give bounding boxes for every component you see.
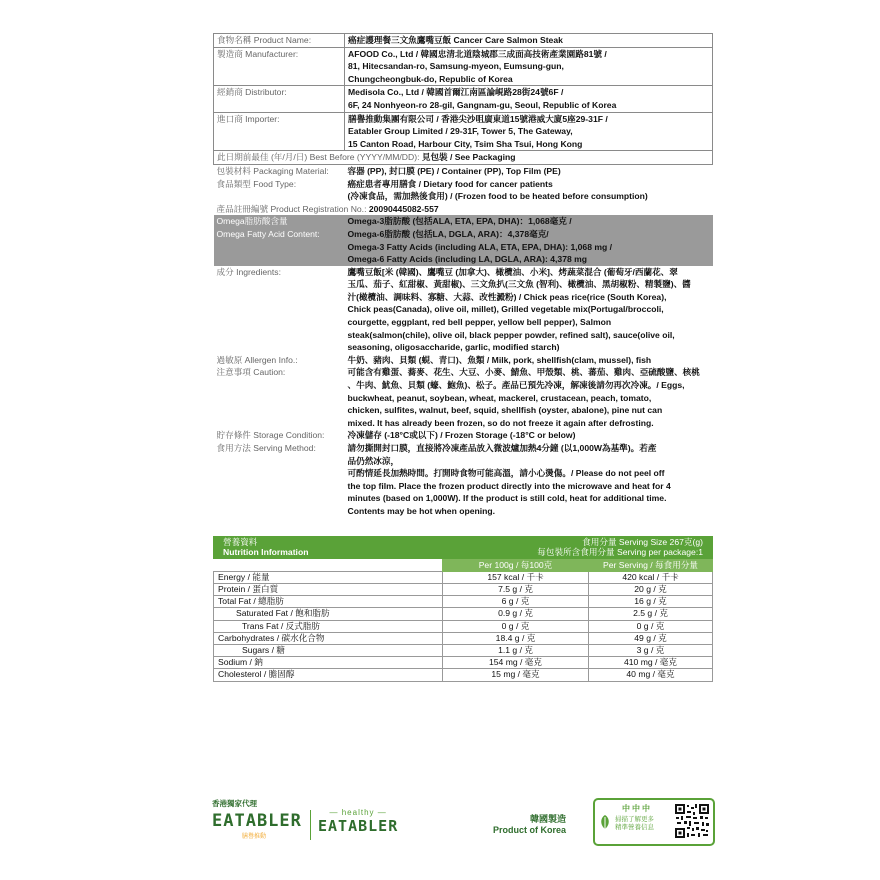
value-importer (345, 112, 713, 151)
distributor-line: 6F, 24 Nonhyeon-ro 28-gil, Gangnam-gu, Seoul, Republic of Korea (348, 99, 617, 110)
omega-line: Omega-3脂肪酸 (包括ALA, ETA, EPA, DHA)：1,068毫克 / (347, 216, 572, 227)
value-food-type (345, 178, 713, 203)
nutrient-per-serving: 20 g / 克 (589, 583, 713, 595)
ingredients-line: 汁(橄欖油、調味料、寡糖、大蒜、改性澱粉) / Chick peas rice(rice (South Korea), (347, 291, 667, 302)
qr-title: 中中中 (622, 804, 652, 813)
importer-line: Eatabler Group Limited / 29-31F, Tower 5, The Gateway, (348, 126, 573, 137)
food-type-line: 癌症患者專用膳食 / Dietary food for cancer patients (347, 178, 553, 189)
qr-text-line1: 掃描了解更多 (615, 816, 654, 823)
serving-size: 食用分量 Serving Size 267克(g) (582, 536, 703, 547)
healthy-eatabler-brand (318, 808, 398, 835)
nutrient-name: Sugars / 糖 (214, 644, 443, 656)
brand-sub: 膳譽推動 (242, 834, 267, 840)
serving-line: 請勿撕開封口膜，直接將冷凍產品放入微波爐加熱4分鐘 (以1,000W為基準)。若產 (347, 443, 657, 453)
value-serving-method (345, 442, 713, 518)
row-food-type (214, 178, 713, 203)
ingredients-line: courgette, eggplant, red bell pepper, yellow bell pepper), Salmon (347, 317, 612, 328)
eatabler-brand (212, 798, 302, 840)
label-food-type: 食品類型 Food Type: (216, 178, 297, 189)
nutrition-rows (214, 571, 713, 681)
nutrient-name: Carbohydrates / 碳水化合物 (214, 632, 443, 644)
qr-text-line2: 精準營養信息 (615, 824, 654, 831)
value-omega (345, 215, 713, 265)
nutrition-table (213, 559, 713, 682)
caution-line: 可能含有雞蛋、蕎麥、花生、大豆、小麥、鯖魚、甲殼類、桃、蕃茄、雞肉、亞硫酸鹽、核桃 (347, 367, 700, 378)
value-packaging: 容器 (PP), 封口膜 (PE) / Container (PP), Top Film (PE) (347, 165, 561, 176)
label-manufacturer: 製造商 Manufacturer: (214, 47, 345, 86)
importer-line: 15 Canton Road, Harbour City, Tsim Sha Tsui, Hong Kong (348, 138, 583, 149)
row-best-before (214, 151, 713, 165)
value-caution (345, 366, 713, 429)
row-caution (214, 366, 713, 429)
hk-agent-label: 香港獨家代理 (212, 799, 257, 808)
manufacturer-line: AFOOD Co., Ltd / 韓國忠清北道陰城郡三成面高技術產業園路81號 / (348, 48, 607, 59)
serving-line: Contents may be hot when opening. (347, 505, 496, 516)
label-omega (214, 215, 345, 265)
nutrient-name: Cholesterol / 膽固醇 (214, 669, 443, 681)
nutrient-name: Energy / 能量 (214, 571, 443, 583)
nutrient-per-100g: 1.1 g / 克 (443, 644, 589, 656)
caution-line: 、牛肉、魷魚、貝類 (蠔、鮑魚)、松子。產品已預先冷凍，解凍後請勿再次冷凍。/ Eggs, (347, 380, 685, 391)
value-allergen: 牛奶、豬肉、貝類 (蜆、青口)、魚類 / Milk, pork, shellfish(clam, mussel), fish (347, 354, 652, 365)
manufacturer-line: Chungcheongbuk-do, Republic of Korea (348, 73, 513, 84)
label-product-name: 食物名稱 Product Name: (214, 34, 345, 48)
qr-code-icon[interactable] (674, 803, 710, 839)
caution-line: buckwheat, peanut, soybean, wheat, mackerel, crustacean, peach, tomato, (347, 392, 652, 403)
nutrition-row (214, 657, 713, 669)
korea-en: Product of Korea (493, 825, 567, 835)
healthy-label: — healthy — (329, 808, 387, 817)
nutrition-title (223, 537, 308, 558)
qr-panel[interactable] (593, 798, 715, 846)
value-ingredients (345, 266, 713, 354)
caution-line: mixed. It has already been frozen, so do not freeze it again after defrosting. (347, 417, 654, 428)
korea-zh: 韓國製造 (530, 814, 567, 824)
nutrient-header-blank (214, 559, 443, 571)
label-importer: 進口商 Importer: (214, 112, 345, 151)
nutrient-per-serving: 16 g / 克 (589, 596, 713, 608)
label-distributor: 經銷商 Distributor: (214, 86, 345, 112)
nutrition-row (214, 644, 713, 656)
nutrient-per-100g: 15 mg / 毫克 (443, 669, 589, 681)
label-caution: 注意事項 Caution: (216, 367, 286, 378)
nutrition-row (214, 608, 713, 620)
healthy-eatabler-logo: EATABLER (318, 817, 399, 835)
label-sheet (213, 33, 713, 682)
nutrient-per-serving: 3 g / 克 (589, 644, 713, 656)
label-ingredients: 成分 Ingredients: (216, 266, 281, 277)
row-storage (214, 429, 713, 442)
nutrient-per-serving: 410 mg / 毫克 (589, 657, 713, 669)
nutrient-name: Total Fat / 總脂肪 (214, 596, 443, 608)
nutrient-per-100g: 154 mg / 毫克 (443, 657, 589, 669)
brand-divider (310, 810, 311, 840)
ingredients-line: 玉瓜、茄子、紅甜椒、黃甜椒)、三文魚扒(三文魚 (智利)、橄欖油、黑胡椒粉、精製鹽)、醬 (347, 279, 691, 290)
importer-line: 膳譽推動集團有限公司 / 香港尖沙咀廣東道15號港威大廈5座29-31F / (348, 113, 608, 124)
label-storage: 貯存條件 Storage Condition: (216, 430, 325, 441)
nutrient-per-100g: 6 g / 克 (443, 596, 589, 608)
row-distributor (214, 86, 713, 112)
row-product-name (214, 34, 713, 48)
value-storage: 冷凍儲存 (-18°C或以下) / Frozen Storage (-18°C or below) (347, 430, 576, 441)
omega-line: Omega-6 Fatty Acids (including LA, DGLA, ARA): 4,378 mg (347, 254, 588, 265)
best-before-cell (214, 151, 713, 165)
row-ingredients (214, 266, 713, 354)
nutrient-per-100g: 0.9 g / 克 (443, 608, 589, 620)
manufacturer-line: 81, Hitecsandan-ro, Samsung-myeon, Eumsung-gun, (348, 61, 564, 72)
eatabler-logo: EATABLER (212, 811, 302, 831)
label-best-before: 此日期前最佳 (年/月/日) Best Before (YYYY/MM/DD): (217, 152, 420, 163)
nutrition-title-zh: 營養資料 (223, 536, 258, 547)
ingredients-line: seasoning, oligosaccharide, garlic, modified starch) (347, 342, 560, 353)
nutrition-row (214, 669, 713, 681)
nutrient-per-100g: 0 g / 克 (443, 620, 589, 632)
servings-per-package: 每包裝所含食用分量 Serving per package:1 (537, 547, 703, 558)
qr-text (615, 816, 654, 832)
value-distributor (345, 86, 713, 112)
ingredients-line: Chick peas(Canada), olive oil, millet), Grilled vegetable mix(Portugal/broccoli, (347, 304, 664, 315)
caution-line: chicken, sulfites, walnut, beef, squid, shellfish (oyster, abalone), pine nut can (347, 405, 663, 416)
serving-line: 品仍然冰涼， (347, 455, 400, 466)
nutrient-name: Sodium / 鈉 (214, 657, 443, 669)
omega-line: Omega-6脂肪酸 (包括LA, DGLA, ARA)：4,378毫克/ (347, 228, 549, 239)
nutrition-header (213, 536, 713, 559)
label-registration: 產品註冊編號 Product Registration No.: (216, 203, 367, 214)
row-allergen (214, 354, 713, 367)
row-packaging (214, 164, 713, 177)
product-info-table (213, 33, 713, 518)
row-omega (214, 215, 713, 265)
nutrient-per-serving: 40 mg / 毫克 (589, 669, 713, 681)
registration-cell (214, 203, 713, 216)
label-packaging: 包裝材料 Packaging Material: (216, 165, 329, 176)
footer (210, 798, 716, 844)
nutrient-per-100g: 18.4 g / 克 (443, 632, 589, 644)
row-manufacturer (214, 47, 713, 86)
nutrition-column-header (214, 559, 713, 571)
serving-line: 可酌情延長加熱時間。打開時食物可能高溫，請小心燙傷。/ Please do not peel off (347, 468, 665, 479)
food-type-line: (冷凍食品，需加熱後食用) / (Frozen food to be heated before consumption) (347, 191, 648, 202)
nutrient-name: Trans Fat / 反式脂肪 (214, 620, 443, 632)
label-allergen: 過敏原 Allergen Info.: (216, 354, 298, 365)
row-registration (214, 203, 713, 216)
omega-line: Omega-3 Fatty Acids (including ALA, ETA, EPA, DHA): 1,068 mg / (347, 241, 613, 252)
nutrient-name: Saturated Fat / 飽和脂肪 (214, 608, 443, 620)
serving-line: the top film. Place the frozen product directly into the microwave and heat for 4 (347, 480, 671, 491)
nutrition-row (214, 596, 713, 608)
nutrient-per-serving: 420 kcal / 千卡 (589, 571, 713, 583)
nutrition-title-en: Nutrition Information (223, 547, 309, 558)
nutrition-row (214, 571, 713, 583)
serving-info (537, 537, 703, 558)
product-of-korea (493, 814, 566, 836)
nutrition-row (214, 632, 713, 644)
serving-line: minutes (based on 1,000W). If the product is still cold, heat for additional time. (347, 493, 667, 504)
nutrient-per-100g: 157 kcal / 千卡 (443, 571, 589, 583)
ingredients-line: steak(salmon(chile), olive oil, black pepper powder, refined salt), sauce(olive oil, (347, 329, 675, 340)
value-best-before: 見包裝 / See Packaging (421, 152, 516, 163)
ingredients-line: 鷹嘴豆飯[米 (韓國)、鷹嘴豆 (加拿大)、橄欖油、小米]、烤蔬菜混合 (葡萄牙/西蘭花、翠 (347, 266, 678, 277)
healthy-text: healthy (341, 808, 375, 817)
value-manufacturer (345, 47, 713, 86)
nutrient-name: Protein / 蛋白質 (214, 583, 443, 595)
nutrient-per-serving: 2.5 g / 克 (589, 608, 713, 620)
col-per-serving: Per Serving / 每食用分量 (589, 559, 713, 571)
label-serving-method: 食用方法 Serving Method: (216, 443, 316, 453)
nutrient-per-serving: 0 g / 克 (589, 620, 713, 632)
value-product-name: 癌症護理餐三文魚鷹嘴豆飯 Cancer Care Salmon Steak (345, 34, 713, 48)
label-omega-zh: Omega脂肪酸含量 (216, 216, 288, 227)
nutrient-per-100g: 7.5 g / 克 (443, 583, 589, 595)
distributor-line: Medisola Co., Ltd / 韓國首爾江南區論峴路28街24號6F / (348, 87, 564, 98)
col-per-100g: Per 100g / 每100克 (443, 559, 589, 571)
nutrition-row (214, 620, 713, 632)
nutrition-row (214, 583, 713, 595)
leaf-icon (599, 814, 611, 830)
nutrient-per-serving: 49 g / 克 (589, 632, 713, 644)
row-importer (214, 112, 713, 151)
row-serving-method (214, 442, 713, 518)
value-registration: 20090445082-557 (368, 203, 439, 214)
label-omega-en: Omega Fatty Acid Content: (216, 228, 320, 239)
